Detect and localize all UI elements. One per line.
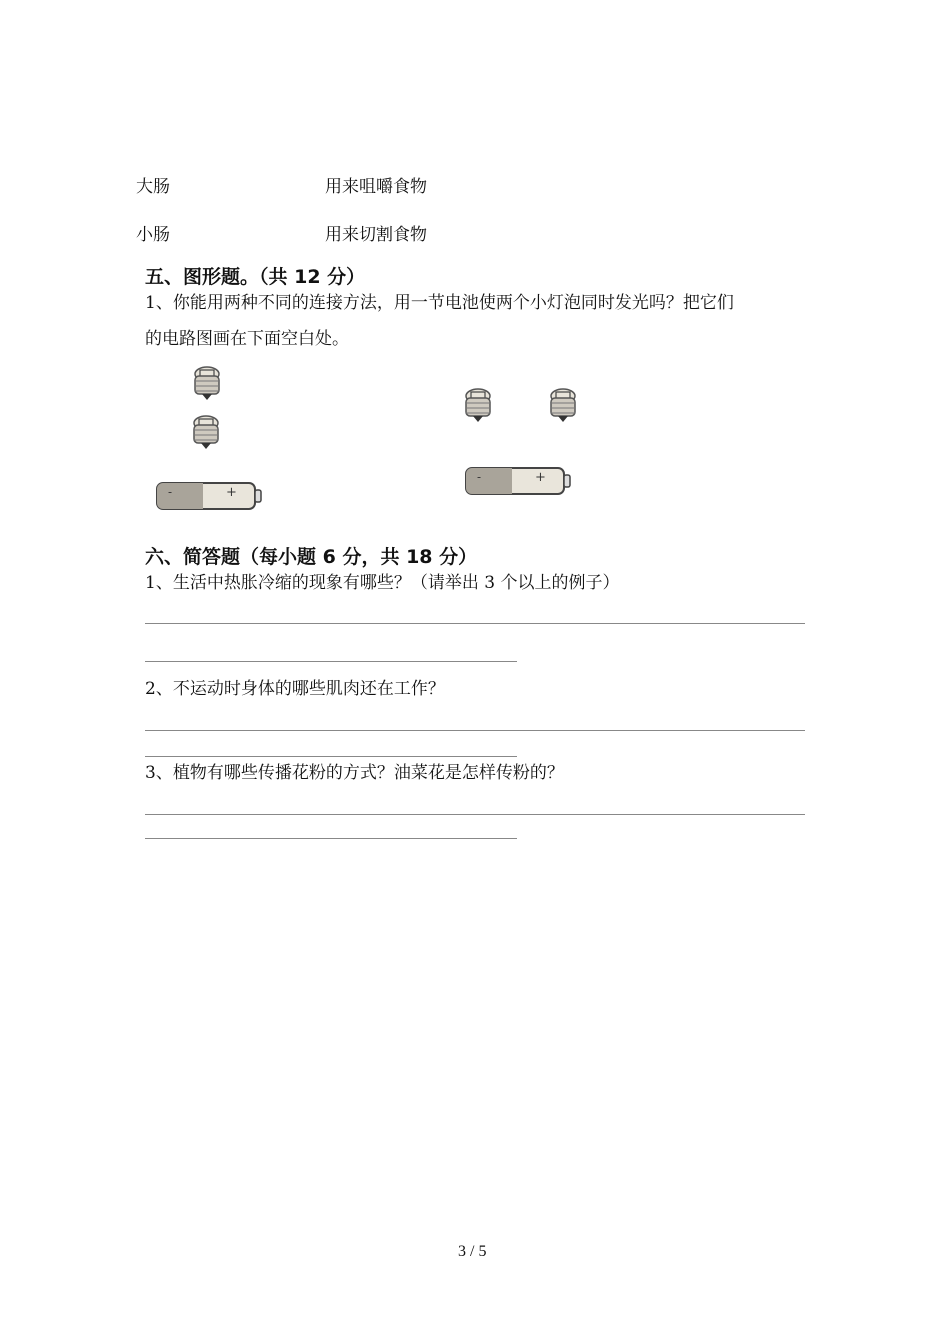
section5-heading: 五、图形题。（共 12 分） (145, 266, 366, 288)
answer-line[interactable] (145, 838, 517, 839)
bulb-icon (192, 366, 222, 402)
battery-plus-label: + (226, 485, 237, 500)
answer-line[interactable] (145, 756, 517, 757)
function-cut-food: 用来切割食物 (325, 225, 427, 245)
answer-line[interactable] (145, 661, 517, 662)
section5-question1-line2: 的电路图画在下面空白处。 (145, 329, 349, 349)
section6-question3: 3、植物有哪些传播花粉的方式？油菜花是怎样传粉的？ (145, 763, 564, 783)
organ-large-intestine: 大肠 (136, 177, 170, 197)
battery-minus-label: - (477, 470, 482, 484)
function-chew-food: 用来咀嚼食物 (325, 177, 427, 197)
section6-heading: 六、简答题（每小题 6 分，共 18 分） (145, 546, 478, 568)
page-number: 3 / 5 (458, 1243, 487, 1260)
answer-line[interactable] (145, 730, 805, 731)
bulb-icon (191, 415, 221, 451)
battery-plus-label: + (535, 470, 546, 485)
battery-minus-label: - (168, 485, 173, 499)
bulb-icon (463, 388, 493, 424)
section6-question1: 1、生活中热胀冷缩的现象有哪些？（请举出 3 个以上的例子） (145, 573, 620, 593)
organ-small-intestine: 小肠 (136, 225, 170, 245)
answer-line[interactable] (145, 814, 805, 815)
section6-question2: 2、不运动时身体的哪些肌肉还在工作？ (145, 679, 445, 699)
answer-line[interactable] (145, 623, 805, 624)
section5-question1-line1: 1、你能用两种不同的连接方法，用一节电池使两个小灯泡同时发光吗？把它们 (145, 293, 734, 313)
bulb-icon (548, 388, 578, 424)
